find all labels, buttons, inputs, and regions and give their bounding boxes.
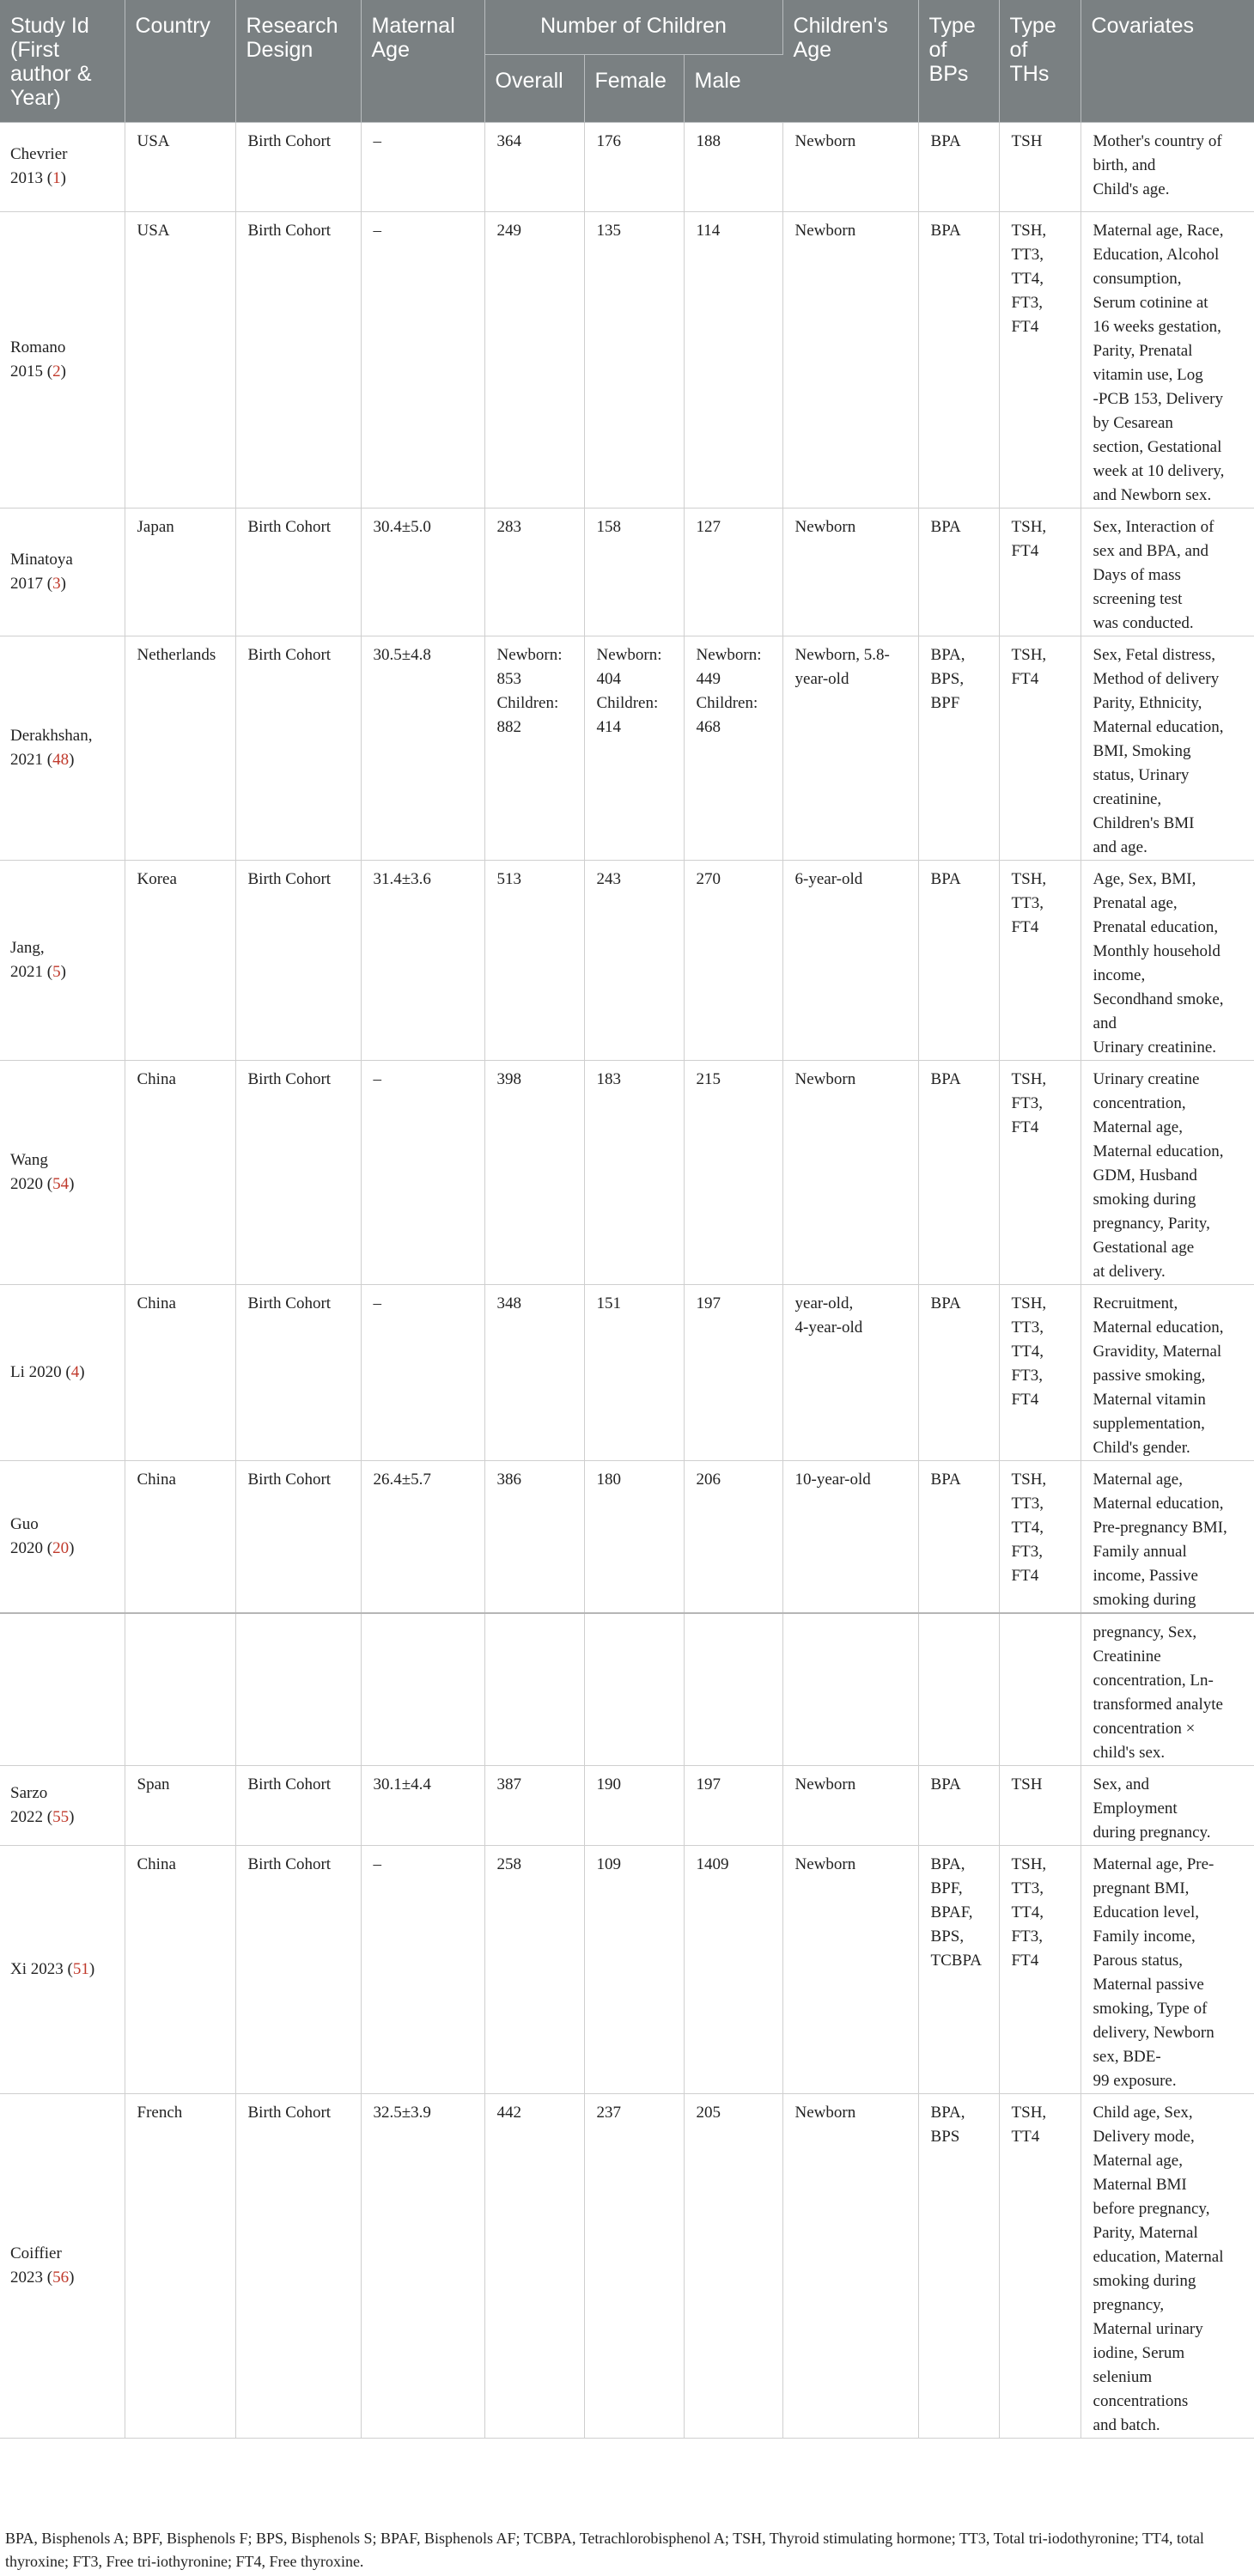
cell-female [584, 1613, 684, 1766]
cell-covariates: Age, Sex, BMI, Prenatal age, Prenatal education, Monthly household income, Secondhand smoke, and Urinary creatinine. [1081, 860, 1254, 1060]
cell-research-design: Birth Cohort [235, 2093, 361, 2438]
study-name-end: ) [60, 362, 66, 381]
cell-type-bps: BPA, BPS [918, 2093, 999, 2438]
cell-male: 206 [684, 1460, 782, 1613]
header-overall: Overall [484, 54, 584, 122]
study-name-end: ) [60, 574, 66, 593]
cell-covariates: Urinary creatine concentration, Maternal age, Maternal education, GDM, Husband smoking during pregnancy, Parity, Gestational age at delivery. [1081, 1060, 1254, 1284]
cell-country: China [125, 1060, 235, 1284]
table-row [0, 122, 1254, 211]
reference-link[interactable]: 3 [52, 574, 61, 593]
study-name-end: ) [88, 1959, 95, 1978]
cell-overall: Newborn: 853 Children: 882 [484, 636, 584, 860]
cell-male: 197 [684, 1765, 782, 1845]
cell-country: USA [125, 211, 235, 508]
table-row [0, 1460, 1254, 1613]
cell-type-ths: TSH, TT3, TT4, FT3, FT4 [999, 1460, 1081, 1613]
reference-link[interactable]: 5 [52, 962, 61, 981]
cell-research-design: Birth Cohort [235, 211, 361, 508]
cell-covariates: Sex, Fetal distress, Method of delivery Parity, Ethnicity, Maternal education, BMI, Smoking status, Urinary creatinine, Children's BMI and age. [1081, 636, 1254, 860]
reference-link[interactable]: 20 [52, 1538, 70, 1557]
cell-maternal-age: 30.5±4.8 [361, 636, 484, 860]
cell-female: 190 [584, 1765, 684, 1845]
header-research-design: Research Design [235, 0, 361, 122]
study-name: Romano 2015 ( [10, 338, 66, 381]
cell-type-ths: TSH [999, 1765, 1081, 1845]
study-name: Chevrier 2013 ( [10, 145, 68, 187]
cell-childrens-age: Newborn [782, 1765, 918, 1845]
cell-study-id [0, 860, 125, 1060]
cell-type-ths: TSH, TT4 [999, 2093, 1081, 2438]
cell-maternal-age: – [361, 1060, 484, 1284]
cell-maternal-age: 31.4±3.6 [361, 860, 484, 1060]
cell-childrens-age: Newborn, 5.8- year-old [782, 636, 918, 860]
cell-covariates: Sex, Interaction of sex and BPA, and Days of mass screening test was conducted. [1081, 508, 1254, 636]
cell-male: 1409 [684, 1845, 782, 2093]
cell-female: 180 [584, 1460, 684, 1613]
cell-maternal-age: – [361, 211, 484, 508]
cell-maternal-age: – [361, 122, 484, 211]
header-country: Country [125, 0, 235, 122]
cell-country: China [125, 1460, 235, 1613]
table-row [0, 2093, 1254, 2438]
cell-country: Japan [125, 508, 235, 636]
cell-type-bps: BPA [918, 1460, 999, 1613]
table-row [0, 636, 1254, 860]
cell-study-id [0, 1845, 125, 2093]
table-row [0, 1845, 1254, 2093]
study-name-end: ) [69, 1174, 75, 1193]
cell-childrens-age: Newborn [782, 211, 918, 508]
cell-type-bps [918, 1613, 999, 1766]
study-name-end: ) [69, 1807, 75, 1826]
cell-maternal-age: – [361, 1845, 484, 2093]
study-name: Minatoya 2017 ( [10, 550, 73, 593]
cell-male [684, 1613, 782, 1766]
cell-maternal-age: 26.4±5.7 [361, 1460, 484, 1613]
table-row [0, 1060, 1254, 1284]
cell-male: 188 [684, 122, 782, 211]
cell-male: 205 [684, 2093, 782, 2438]
cell-childrens-age: Newborn [782, 1060, 918, 1284]
cell-female: 176 [584, 122, 684, 211]
cell-overall: 442 [484, 2093, 584, 2438]
cell-study-id [0, 508, 125, 636]
table-row [0, 1284, 1254, 1460]
cell-type-ths [999, 1613, 1081, 1766]
cell-type-ths: TSH, TT3, TT4, FT3, FT4 [999, 1284, 1081, 1460]
cell-overall: 386 [484, 1460, 584, 1613]
cell-covariates: Maternal age, Maternal education, Pre-pregnancy BMI, Family annual income, Passive smoking during [1081, 1460, 1254, 1613]
cell-country [125, 1613, 235, 1766]
cell-country: China [125, 1845, 235, 2093]
cell-type-ths: TSH, FT3, FT4 [999, 1060, 1081, 1284]
reference-link[interactable]: 56 [52, 2268, 70, 2287]
cell-maternal-age: 32.5±3.9 [361, 2093, 484, 2438]
cell-study-id [0, 1765, 125, 1845]
header-childrens-age: Children's Age [782, 0, 918, 122]
cell-male: 127 [684, 508, 782, 636]
cell-research-design: Birth Cohort [235, 1284, 361, 1460]
cell-research-design: Birth Cohort [235, 1845, 361, 2093]
study-name: Li 2020 ( [10, 1362, 71, 1381]
cell-male: 114 [684, 211, 782, 508]
cell-overall: 387 [484, 1765, 584, 1845]
table-row [0, 211, 1254, 508]
cell-type-ths: TSH, FT4 [999, 508, 1081, 636]
table-row [0, 1765, 1254, 1845]
cell-research-design: Birth Cohort [235, 122, 361, 211]
study-name: Derakhshan, 2021 ( [10, 726, 93, 769]
cell-female: 158 [584, 508, 684, 636]
cell-female: 151 [584, 1284, 684, 1460]
cell-male: Newborn: 449 Children: 468 [684, 636, 782, 860]
cell-covariates: Child age, Sex, Delivery mode, Maternal age, Maternal BMI before pregnancy, Parity, Maternal education, Maternal smoking during pregnancy, Maternal urinary iodine, Serum selenium concentrations and batch. [1081, 2093, 1254, 2438]
cell-type-bps: BPA [918, 211, 999, 508]
cell-type-bps: BPA [918, 122, 999, 211]
cell-overall: 364 [484, 122, 584, 211]
cell-research-design [235, 1613, 361, 1766]
study-name: Xi 2023 ( [10, 1959, 73, 1978]
cell-study-id [0, 1613, 125, 1766]
cell-study-id [0, 122, 125, 211]
cell-overall: 258 [484, 1845, 584, 2093]
reference-link[interactable]: 1 [52, 169, 61, 187]
header-maternal-age: Maternal Age [361, 0, 484, 122]
cell-childrens-age: Newborn [782, 1845, 918, 2093]
reference-link[interactable]: 2 [52, 362, 61, 381]
cell-research-design: Birth Cohort [235, 1060, 361, 1284]
cell-childrens-age: Newborn [782, 508, 918, 636]
study-name-end: ) [69, 750, 75, 769]
study-name: Sarzo 2022 ( [10, 1783, 53, 1826]
cell-study-id [0, 636, 125, 860]
cell-type-bps: BPA [918, 1060, 999, 1284]
cell-covariates: Maternal age, Pre- pregnant BMI, Education level, Family income, Parous status, Maternal passive smoking, Type of delivery, Newborn sex, BDE- 99 exposure. [1081, 1845, 1254, 2093]
cell-type-ths: TSH, TT3, FT4 [999, 860, 1081, 1060]
cell-covariates: pregnancy, Sex, Creatinine concentration, Ln- transformed analyte concentration × child's sex. [1081, 1613, 1254, 1766]
cell-type-bps: BPA [918, 860, 999, 1060]
cell-childrens-age: 6-year-old [782, 860, 918, 1060]
cell-male: 270 [684, 860, 782, 1060]
cell-research-design: Birth Cohort [235, 1765, 361, 1845]
cell-study-id [0, 211, 125, 508]
table-row [0, 1613, 1254, 1766]
cell-maternal-age [361, 1613, 484, 1766]
cell-type-ths: TSH [999, 122, 1081, 211]
cell-male: 215 [684, 1060, 782, 1284]
header-covariates: Covariates [1081, 0, 1254, 122]
study-name-end: ) [69, 2268, 75, 2287]
cell-type-ths: TSH, TT3, TT4, FT3, FT4 [999, 211, 1081, 508]
cell-study-id [0, 1284, 125, 1460]
table-footnote: BPA, Bisphenols A; BPF, Bisphenols F; BPS, Bisphenols S; BPAF, Bisphenols AF; TCBPA, Tetrachlorobisphenol A; TSH, Thyroid stimulating hormone; TT3, Total tri-iodothyronine; TT4, total thyroxine; FT3, Free tri-iothyronine; FT4, Free thyroxine. [5, 2530, 1204, 2570]
table-body [0, 122, 1254, 2438]
reference-link[interactable]: 55 [52, 1807, 70, 1826]
header-type-bps: Type of BPs [918, 0, 999, 122]
cell-female: 109 [584, 1845, 684, 2093]
cell-country: Netherlands [125, 636, 235, 860]
cell-study-id [0, 1460, 125, 1613]
cell-maternal-age: – [361, 1284, 484, 1460]
header-type-ths: Type of THs [999, 0, 1081, 122]
cell-female: 243 [584, 860, 684, 1060]
study-name: Coiffier 2023 ( [10, 2244, 62, 2287]
cell-childrens-age: 10-year-old [782, 1460, 918, 1613]
reference-link[interactable]: 4 [70, 1362, 80, 1381]
cell-overall: 249 [484, 211, 584, 508]
study-name-end: ) [79, 1362, 85, 1381]
table-header [0, 0, 1254, 122]
study-name-end: ) [60, 962, 66, 981]
cell-male: 197 [684, 1284, 782, 1460]
study-name-end: ) [60, 169, 66, 187]
cell-type-ths: TSH, FT4 [999, 636, 1081, 860]
table-row [0, 860, 1254, 1060]
reference-link[interactable]: 54 [52, 1174, 70, 1193]
study-name: Jang, 2021 ( [10, 938, 53, 981]
cell-female: 135 [584, 211, 684, 508]
cell-covariates: Maternal age, Race, Education, Alcohol consumption, Serum cotinine at 16 weeks gestation, Parity, Prenatal vitamin use, Log -PCB 153, Delivery by Cesarean section, Gestational week at 10 delivery, and Newborn sex. [1081, 211, 1254, 508]
study-name: Guo 2020 ( [10, 1514, 53, 1557]
reference-link[interactable]: 48 [52, 750, 70, 769]
cell-type-bps: BPA, BPF, BPAF, BPS, TCBPA [918, 1845, 999, 2093]
cell-covariates: Recruitment, Maternal education, Gravidity, Maternal passive smoking, Maternal vitamin supplementation, Child's gender. [1081, 1284, 1254, 1460]
cell-female: 237 [584, 2093, 684, 2438]
cell-research-design: Birth Cohort [235, 1460, 361, 1613]
cell-country: Korea [125, 860, 235, 1060]
cell-female: Newborn: 404 Children: 414 [584, 636, 684, 860]
cell-study-id [0, 2093, 125, 2438]
cell-overall: 348 [484, 1284, 584, 1460]
cell-overall: 398 [484, 1060, 584, 1284]
cell-childrens-age [782, 1613, 918, 1766]
cell-type-bps: BPA [918, 1765, 999, 1845]
reference-link[interactable]: 51 [72, 1959, 89, 1978]
header-female: Female [584, 54, 684, 122]
header-study-id: Study Id (First author & Year) [0, 0, 125, 122]
cell-overall: 513 [484, 860, 584, 1060]
cell-study-id [0, 1060, 125, 1284]
cell-country: USA [125, 122, 235, 211]
cell-country: Span [125, 1765, 235, 1845]
cell-type-bps: BPA, BPS, BPF [918, 636, 999, 860]
cell-country: China [125, 1284, 235, 1460]
cell-covariates: Sex, and Employment during pregnancy. [1081, 1765, 1254, 1845]
cell-type-ths: TSH, TT3, TT4, FT3, FT4 [999, 1845, 1081, 2093]
cell-research-design: Birth Cohort [235, 508, 361, 636]
cell-research-design: Birth Cohort [235, 636, 361, 860]
cell-type-bps: BPA [918, 1284, 999, 1460]
cell-maternal-age: 30.4±5.0 [361, 508, 484, 636]
cell-maternal-age: 30.1±4.4 [361, 1765, 484, 1845]
cell-childrens-age: year-old, 4-year-old [782, 1284, 918, 1460]
header-male: Male [684, 54, 782, 122]
cell-overall: 283 [484, 508, 584, 636]
cell-covariates: Mother's country of birth, and Child's age. [1081, 122, 1254, 211]
cell-country: French [125, 2093, 235, 2438]
cell-female: 183 [584, 1060, 684, 1284]
cell-childrens-age: Newborn [782, 122, 918, 211]
header-number-of-children: Number of Children [484, 0, 782, 54]
study-name: Wang 2020 ( [10, 1150, 53, 1193]
study-name-end: ) [69, 1538, 75, 1557]
cell-childrens-age: Newborn [782, 2093, 918, 2438]
cell-research-design: Birth Cohort [235, 860, 361, 1060]
table-row [0, 508, 1254, 636]
cell-overall [484, 1613, 584, 1766]
cell-type-bps: BPA [918, 508, 999, 636]
